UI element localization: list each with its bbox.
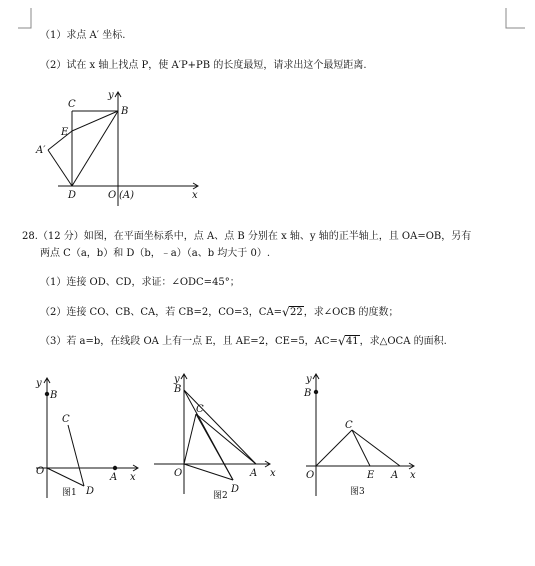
radical-sign: √ (282, 305, 290, 319)
point-B (45, 392, 49, 396)
label-E: E (61, 127, 69, 138)
segment-A-prime-D (48, 150, 72, 186)
question-part-1 (40, 29, 125, 43)
radicand: 41 (345, 336, 359, 347)
part-number: （2） (40, 307, 67, 318)
figure-caption: 图3 (350, 487, 365, 497)
figure-2 (150, 368, 278, 502)
figure-top (30, 88, 210, 206)
label-x: x (192, 190, 198, 201)
figure-1 (30, 370, 145, 502)
label-B: B (304, 388, 312, 399)
segment-O-D (47, 468, 84, 486)
label-O: O (108, 190, 117, 201)
part-text-end: ，求∠OCB 的度数； (303, 307, 399, 318)
label-O: O (36, 466, 45, 477)
label-x: x (270, 468, 276, 479)
label-C: C (196, 404, 204, 415)
segment-B-A (184, 390, 256, 464)
question-28-part-1 (40, 276, 240, 290)
segment-E-B (72, 111, 118, 131)
label-B: B (121, 106, 129, 117)
part-text-start: 连接 CO、CB、CA，若 CB=2，CO=3，CA= (66, 307, 283, 318)
label-x: x (410, 470, 416, 481)
part-number: （1） (40, 277, 67, 288)
radical-sign: √ (337, 334, 346, 348)
figure-caption: 图1 (62, 488, 77, 498)
crop-mark-top-left (18, 8, 32, 30)
label-O: O (306, 470, 315, 481)
part-text: 连接 OD、CD，求证：∠ODC=45°； (66, 277, 240, 288)
label-D: D (231, 484, 240, 495)
point-B (314, 390, 318, 394)
label-D: D (86, 486, 95, 497)
question-28-part-2 (40, 306, 399, 320)
part-number: （3） (40, 336, 67, 347)
part-text: 求点 A′ 坐标. (66, 30, 126, 41)
question-part-2 (40, 59, 367, 73)
label-A: (A) (119, 190, 135, 201)
part-text-end: ，求△OCA 的面积. (359, 336, 447, 347)
segment-O-C (184, 414, 196, 464)
label-A: A (110, 472, 118, 483)
label-A-prime: A′ (36, 145, 46, 156)
segment-O-C (316, 430, 352, 466)
point-A (113, 466, 117, 470)
segment-A-prime-E (48, 131, 72, 150)
label-C: C (345, 420, 353, 431)
question-28-line-1: 28.（12 分）如图，在平面坐标系中，点 A、点 B 分别在 x 轴、y 轴的正半轴上，且 OA=OB，另有 (22, 231, 472, 242)
square-root (338, 335, 360, 349)
segment-C-E (352, 430, 370, 466)
segment-C-A (352, 430, 400, 466)
label-A: A (391, 470, 399, 481)
segment-D-B (72, 111, 118, 186)
label-y: y (36, 378, 42, 389)
part-number: （1） (40, 30, 67, 41)
label-O: O (174, 468, 183, 479)
square-root (282, 306, 304, 320)
label-B: B (50, 390, 58, 401)
label-y: y (306, 374, 312, 385)
label-A: A (250, 468, 258, 479)
part-text-start: 若 a=b，在线段 OA 上有一点 E，且 AE=2，CE=5，AC= (66, 336, 338, 347)
figure-caption: 图2 (213, 491, 228, 501)
crop-mark-top-right (505, 8, 527, 30)
label-y: y (174, 374, 180, 385)
segment-C-D (68, 425, 84, 486)
part-number: （2） (40, 60, 67, 71)
radicand: 22 (290, 307, 303, 318)
question-28-part-3 (40, 335, 447, 349)
label-y: y (108, 90, 114, 101)
label-D: D (68, 190, 77, 201)
part-text: 试在 x 轴上找点 P，使 A′P+PB 的长度最短，请求出这个最短距离. (66, 60, 367, 71)
label-E: E (367, 470, 375, 481)
label-C: C (68, 99, 76, 110)
segment-C-A (196, 414, 256, 464)
label-C: C (62, 414, 70, 425)
label-B: B (174, 384, 182, 395)
figure-3 (298, 368, 428, 502)
label-x: x (130, 472, 136, 483)
question-28-line-2: 两点 C（a，b）和 D（b，﹣a）（a、b 均大于 0）. (40, 248, 271, 259)
